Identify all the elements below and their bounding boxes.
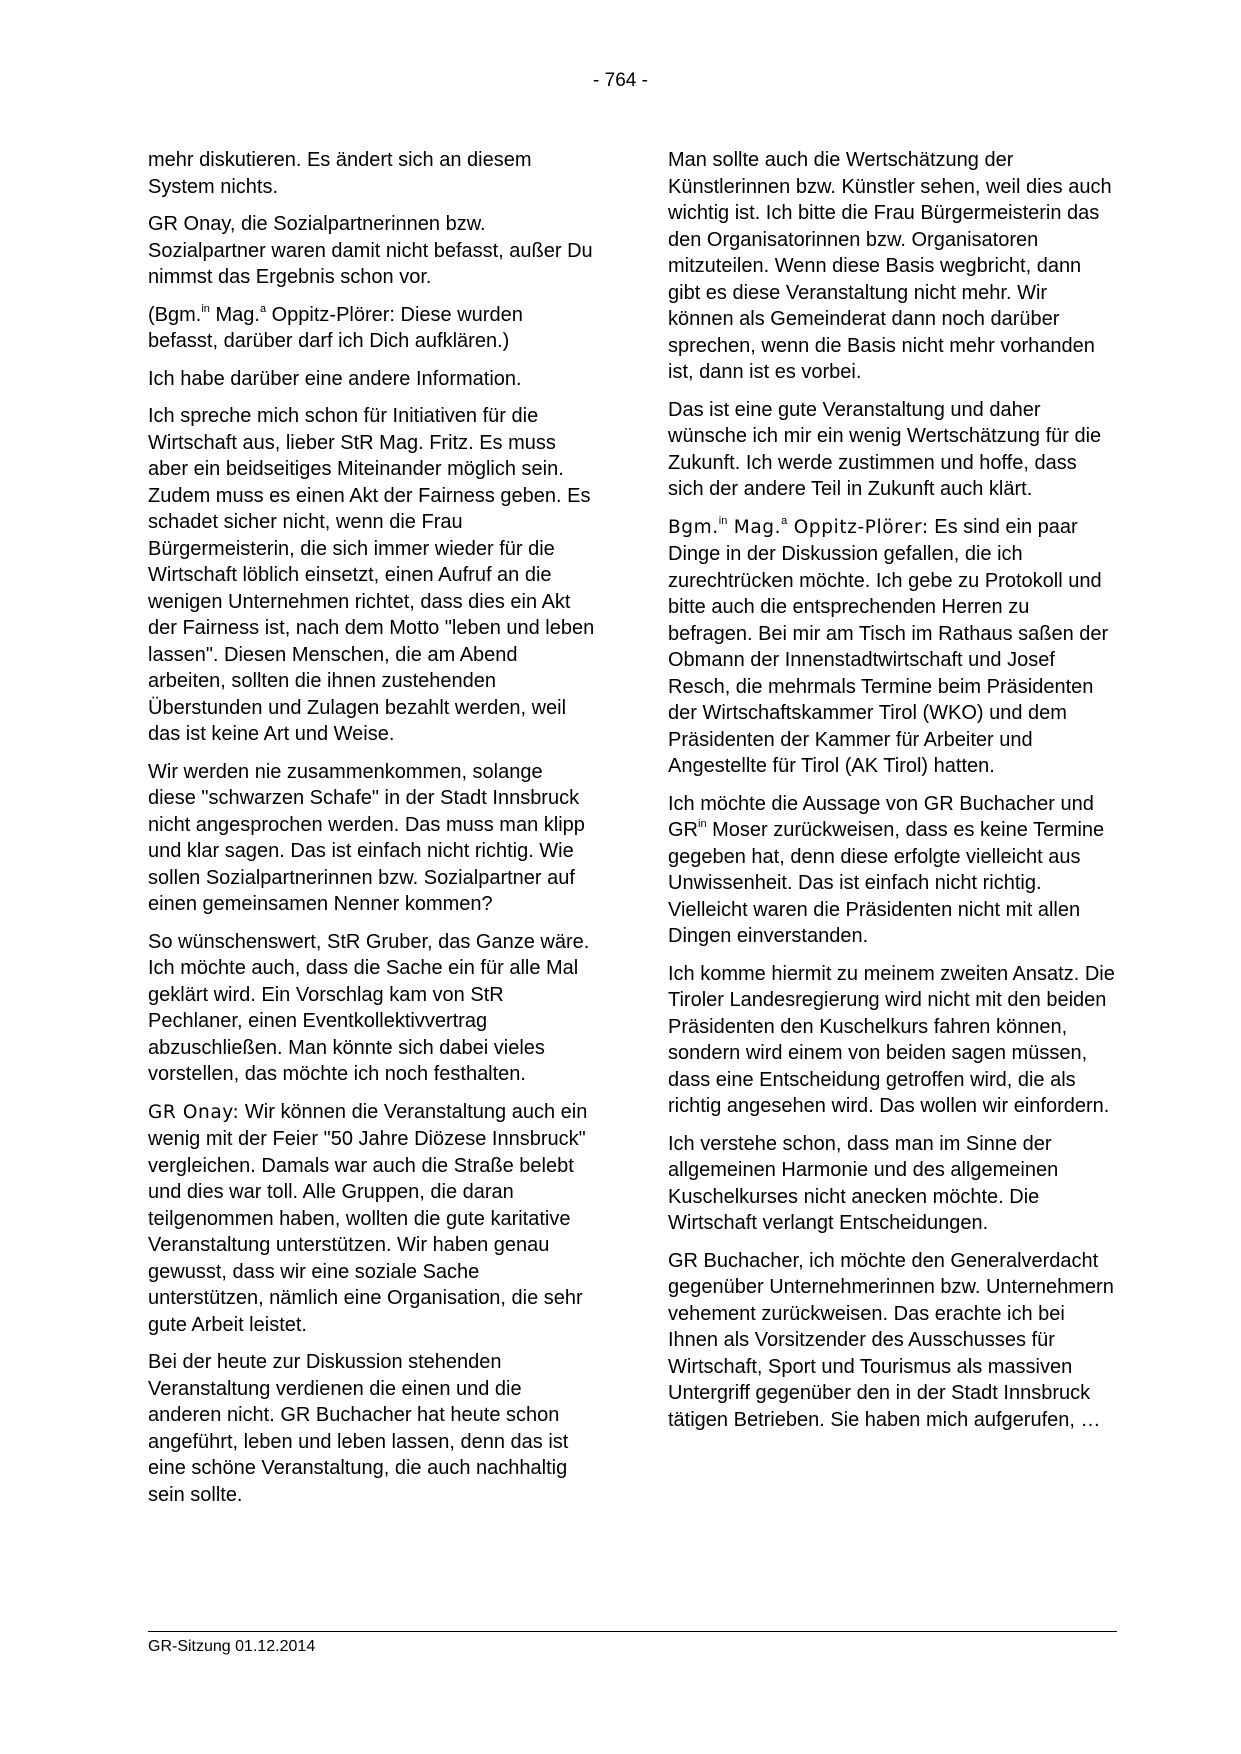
interjection-text: Oppitz-Plörer: Diese wurden befasst, darüber darf ich Dich aufklären.) [148, 303, 523, 352]
paragraph: Ich spreche mich schon für Initiativen für die Wirtschaft aus, lieber StR Mag. Fritz. Es muss aber ein beidseitiges Miteinander möglich sein. Zudem muss es einen Akt der Fairness geben. Es schadet sicher nicht, wenn die Frau Bürgermeisterin, die sich immer wieder für die Wirtschaft löblich einsetzt, einen Aufruf an die wenigen Unternehmen richtet, dass dies ein Akt der Fairness ist, nach dem Motto "leben und leben lassen". Diesen Menschen, die am Abend arbeiten, sollten die ihnen zustehenden Überstunden und Zulagen bezahlt werden, weil das ist keine Art und Weise. [148, 405, 595, 745]
footer-session-date: GR-Sitzung 01.12.2014 [148, 1638, 316, 1655]
paragraph: Man sollte auch die Wertschätzung der Künstlerinnen bzw. Künstler sehen, weil dies auch wichtig ist. Ich bitte die Frau Bürgermeisterin das den Organisatorinnen bzw. Organisatoren mitzuteilen. Wenn diese Basis wegbricht, dann gibt es diese Veranstaltung nicht mehr. Wir können als Gemeinderat dann noch darüber sprechen, wenn die Basis nicht mehr vorhanden ist, dann ist es vorbei. [668, 149, 1112, 383]
speech-paragraph [148, 1099, 595, 1339]
paragraph: GR Buchacher, ich möchte den Generalverdacht gegenüber Unternehmerinnen bzw. Unternehmern vehement zurückweisen. Das erachte ich bei Ihnen als Vorsitzender des Ausschusses für Wirtschaft, Sport und Tourismus als massiven Untergriff gegenüber den in der Stadt Innsbruck tätigen Betrieben. Sie haben mich aufgerufen, … [668, 1249, 1114, 1431]
superscript-a: a [259, 302, 267, 315]
interjection-open: (Bgm. [148, 303, 202, 326]
paragraph: Wir werden nie zusammenkommen, solange diese "schwarzen Schafe" in der Stadt Innsbruck nicht angesprochen werden. Das muss man klipp und klar sagen. Das ist einfach nicht richtig. Wie sollen Sozialpartnerinnen bzw. Sozialpartner auf einen gemeinsamen Nenner kommen? [148, 760, 585, 915]
superscript-in: in [698, 818, 707, 830]
page-number: - 764 - [593, 70, 648, 91]
paragraph: Das ist eine gute Veranstaltung und daher wünsche ich mir ein wenig Wertschätzung für die Zukunft. Ich werde zustimmen und hoffe, dass sich der andere Teil in Zukunft auch klärt. [668, 398, 1102, 500]
superscript-in: in [201, 302, 210, 315]
left-column [148, 147, 595, 1519]
superscript-in: in [718, 514, 728, 527]
paragraph: mehr diskutieren. Es ändert sich an diesem System nichts. [148, 149, 532, 198]
title-mag: Mag. [209, 303, 260, 326]
footer-divider [148, 1631, 1117, 1632]
paragraph-text-before: Ich möchte die Aussage von GR Buchacher und GR [668, 792, 1094, 841]
speaker-title-mag: Mag. [727, 516, 782, 538]
speaker-name: GR Onay: [148, 1101, 240, 1123]
paragraph: GR Onay, die Sozialpartnerinnen bzw. Sozialpartner waren damit nicht befasst, außer Du nimmst das Ergebnis schon vor. [148, 213, 593, 288]
speech-text: Es sind ein paar Dinge in der Diskussion gefallen, die ich zurechtrücken möchte. Ich gebe zu Protokoll und bitte auch die entsprechenden Herren zu befragen. Bei mir am Tisch im Rathaus saßen der Obmann der Innenstadtwirtschaft und Josef Resch, die mehrmals Termine beim Präsidenten der Wirtschaftskammer Tirol (WKO) und dem Präsidenten der Kammer für Arbeiter und Angestellte für Tirol (AK Tirol) hatten. [668, 515, 1109, 777]
speech-text: Wir können die Veranstaltung auch ein wenig mit der Feier "50 Jahre Diözese Innsbruck" vergleichen. Damals war auch die Straße belebt und dies war toll. Alle Gruppen, die daran teilgenommen haben, wollten die gute karitative Veranstaltung unterstützen. Wir haben genau gewusst, dass wir eine soziale Sache unterstützen, nämlich eine Organisation, die sehr gute Arbeit leistet. [148, 1100, 588, 1336]
speaker-title-bgm: Bgm. [668, 516, 719, 538]
interjection-paragraph [148, 302, 595, 355]
paragraph: Bei der heute zur Diskussion stehenden Veranstaltung verdienen die einen und die anderen nicht. GR Buchacher hat heute schon angeführt, leben und leben lassen, denn das ist eine schöne Veranstaltung, die auch nachhaltig sein sollte. [148, 1351, 569, 1506]
paragraph: Ich verstehe schon, dass man im Sinne der allgemeinen Harmonie und des allgemeinen Kuschelkurses nicht anecken möchte. Die Wirtschaft verlangt Entscheidungen. [668, 1132, 1059, 1234]
right-column [668, 147, 1115, 1444]
paragraph: Ich habe darüber eine andere Information. [148, 367, 522, 390]
paragraph: Ich komme hiermit zu meinem zweiten Ansatz. Die Tiroler Landesregierung wird nicht mit den beiden Präsidenten den Kuschelkurs fahren können, sondern wird einem von beiden sagen müssen, dass eine Entscheidung getroffen wird, die als richtig angesehen wird. Das wollen wir einfordern. [668, 962, 1115, 1117]
superscript-a: a [781, 514, 788, 527]
speech-paragraph [668, 514, 1115, 780]
paragraph-text-after: Moser zurückweisen, dass es keine Termine gegeben hat, denn diese erfolgte vielleicht aus Unwissenheit. Das ist einfach nicht richtig. Vielleicht waren die Präsidenten nicht mit allen Dingen einverstanden. [668, 819, 1105, 947]
paragraph: So wünschenswert, StR Gruber, das Ganze wäre. Ich möchte auch, dass die Sache ein für alle Mal geklärt wird. Ein Vorschlag kam von StR Pechlaner, einen Eventkollektivvertrag abzuschließen. Man könnte sich dabei vieles vorstellen, das möchte ich noch festhalten. [148, 930, 590, 1085]
speaker-name: Oppitz-Plörer: [787, 516, 929, 538]
paragraph [668, 791, 1115, 950]
